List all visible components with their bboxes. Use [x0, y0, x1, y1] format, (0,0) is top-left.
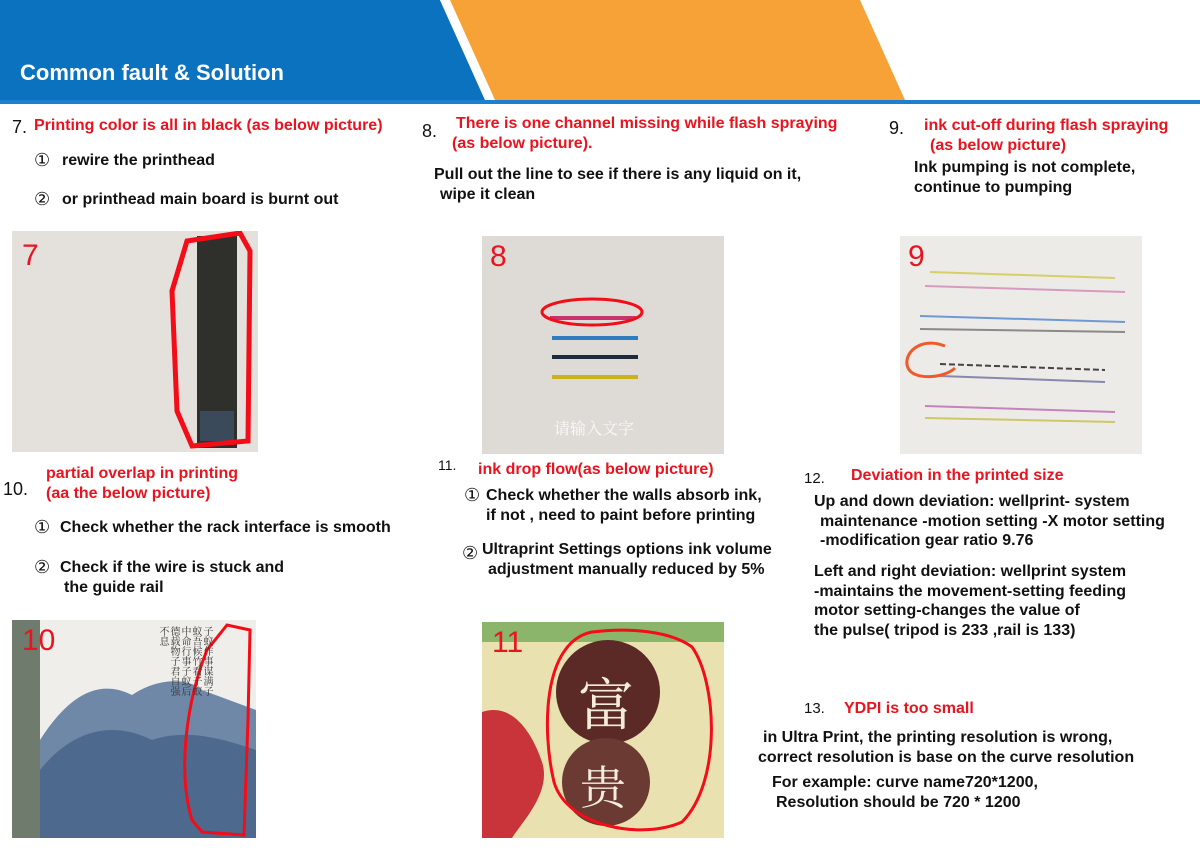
calligraphy-char: 事	[201, 656, 212, 666]
fault-7-number: 7.	[12, 117, 28, 137]
fault-8-number: 8.	[422, 121, 438, 141]
calligraphy-char: 事	[179, 656, 190, 666]
fault-11-number: 11.	[438, 457, 457, 473]
calligraphy-char: 吾	[190, 636, 201, 646]
fault-11-solution-2-line-2: adjustment manually reduced by 5%	[488, 561, 765, 578]
calligraphy-char: 强	[168, 686, 179, 696]
fault-13-title: YDPI is too small	[844, 700, 974, 717]
calligraphy-char: 蚁	[201, 636, 212, 646]
fault-9-title-line-2: (as below picture)	[930, 137, 1067, 154]
calligraphy-char: 子	[201, 626, 212, 636]
fault-12-leftright-line-2: -maintains the movement-setting feeding	[814, 583, 1127, 600]
fault-11-solution-2-line-1: Ultraprint Settings options ink volume	[482, 541, 772, 558]
calligraphy-char: 命	[179, 636, 190, 646]
fault-11-photo-char-1: 富	[578, 674, 634, 739]
calligraphy-char: 中	[179, 626, 190, 636]
fault-8-photo	[482, 236, 724, 454]
fault-7-solution-1: rewire the printhead	[62, 152, 215, 169]
fault-12-number: 12.	[804, 470, 825, 487]
fault-7-photo	[12, 231, 258, 452]
fault-12-updown-line-1: Up and down deviation: wellprint- system	[814, 493, 1130, 510]
fault-7-solution-2: or printhead main board is burnt out	[62, 191, 339, 208]
fault-10-title-line-1: partial overlap in printing	[46, 465, 239, 482]
fault-11-photo-tag: 11	[492, 626, 524, 659]
fault-8-photo-watermark: 请输入文字	[554, 421, 635, 438]
header-underline	[0, 100, 1200, 104]
fault-13-number: 13.	[804, 700, 825, 717]
fault-11-solution-1-line-1: Check whether the walls absorb ink,	[486, 487, 762, 504]
fault-8-body-line-1: Pull out the line to see if there is any liquid on it,	[434, 166, 802, 183]
fault-10-solution-2-line-2: the guide rail	[64, 579, 164, 596]
fault-10-number: 10.	[3, 479, 29, 499]
calligraphy-char: 看	[190, 666, 201, 676]
fault-10-solution-1-mark: ①	[34, 517, 51, 537]
calligraphy-char: 满	[201, 676, 212, 686]
fault-8-photo-tag: 8	[490, 240, 507, 273]
fault-7-solution-2-mark: ②	[34, 189, 51, 209]
calligraphy-char: 候	[190, 646, 201, 656]
calligraphy-char: 蚁	[190, 686, 201, 696]
calligraphy-char: 载	[168, 636, 179, 646]
calligraphy-char: 物	[168, 646, 179, 656]
calligraphy-char: 君	[168, 666, 179, 676]
calligraphy-char: 作	[201, 646, 212, 656]
fault-7-photo-tag: 7	[22, 239, 39, 272]
fault-12-updown-line-2: maintenance -motion setting -X motor setting	[820, 513, 1165, 530]
fault-11-photo-char-2: 贵	[580, 761, 626, 815]
fault-13-body-line-1: in Ultra Print, the printing resolution is wrong,	[763, 729, 1113, 746]
fault-12-updown-line-3: -modification gear ratio 9.76	[820, 532, 1034, 549]
fault-7-solution-1-mark: ①	[34, 150, 51, 170]
fault-8-title-line-1: There is one channel missing while flash spraying	[456, 115, 838, 132]
fault-10-photo	[12, 620, 256, 838]
calligraphy-char: 子	[168, 656, 179, 666]
fault-10-photo-tag: 10	[22, 624, 56, 657]
fault-11-photo	[482, 622, 724, 838]
fault-10-solution-2-line-1: Check if the wire is stuck and	[60, 559, 285, 576]
calligraphy-char: 行	[179, 646, 190, 656]
header-orange-band	[450, 0, 905, 100]
fault-10-solution-2-mark: ②	[34, 557, 51, 577]
calligraphy-char: 德	[168, 626, 179, 636]
fault-9-photo-tag: 9	[908, 240, 925, 273]
calligraphy-char: 不	[157, 626, 168, 636]
fault-8-title-line-2: (as below picture).	[452, 135, 593, 152]
fault-8-body-line-2: wipe it clean	[440, 186, 536, 203]
calligraphy-char: 子	[201, 686, 212, 696]
fault-12-title: Deviation in the printed size	[851, 467, 1064, 484]
fault-11-solution-1-mark: ①	[464, 485, 481, 505]
fault-13-body-line-4: Resolution should be 720 * 1200	[776, 794, 1021, 811]
fault-9-body-line-2: continue to pumping	[914, 179, 1073, 196]
fault-7-title: Printing color is all in black (as below picture)	[34, 117, 383, 134]
calligraphy-char: 自	[168, 676, 179, 686]
fault-9-body-line-1: Ink pumping is not complete,	[914, 159, 1136, 176]
fault-11-solution-1-line-2: if not , need to paint before printing	[486, 507, 756, 524]
calligraphy-char: 竹	[190, 656, 201, 666]
fault-10-solution-1: Check whether the rack interface is smooth	[60, 519, 391, 536]
fault-9-photo-drawing	[900, 236, 1142, 454]
fault-9-photo	[900, 236, 1142, 454]
calligraphy-char: 息	[157, 636, 168, 646]
fault-11-solution-2-mark: ②	[462, 543, 479, 563]
calligraphy-char: 蚁	[190, 626, 201, 636]
fault-12-leftright-line-4: the pulse( tripod is 233 ,rail is 133)	[814, 622, 1076, 639]
fault-11-title: ink drop flow(as below picture)	[478, 461, 714, 478]
page-title: Common fault & Solution	[20, 60, 284, 85]
calligraphy-char: 子	[190, 676, 201, 686]
calligraphy-char: 子	[179, 666, 190, 676]
fault-7-photo-drawing	[12, 231, 258, 452]
fault-12-leftright-line-3: motor setting-changes the value of	[814, 602, 1080, 619]
fault-9-title-line-1: ink cut-off during flash spraying	[924, 117, 1169, 134]
fault-10-photo-calligraphy	[92, 626, 212, 696]
calligraphy-char: 后	[179, 686, 190, 696]
fault-13-body-line-3: For example: curve name720*1200,	[772, 774, 1038, 791]
fault-12-leftright-line-1: Left and right deviation: wellprint system	[814, 563, 1127, 580]
fault-10-title-line-2: (aa the below picture)	[46, 485, 211, 502]
fault-9-number: 9.	[889, 118, 905, 138]
calligraphy-char: 谋	[201, 666, 212, 676]
calligraphy-char: 蚁	[179, 676, 190, 686]
fault-13-body-line-2: correct resolution is base on the curve resolution	[758, 749, 1135, 766]
header-banner	[0, 0, 1200, 106]
